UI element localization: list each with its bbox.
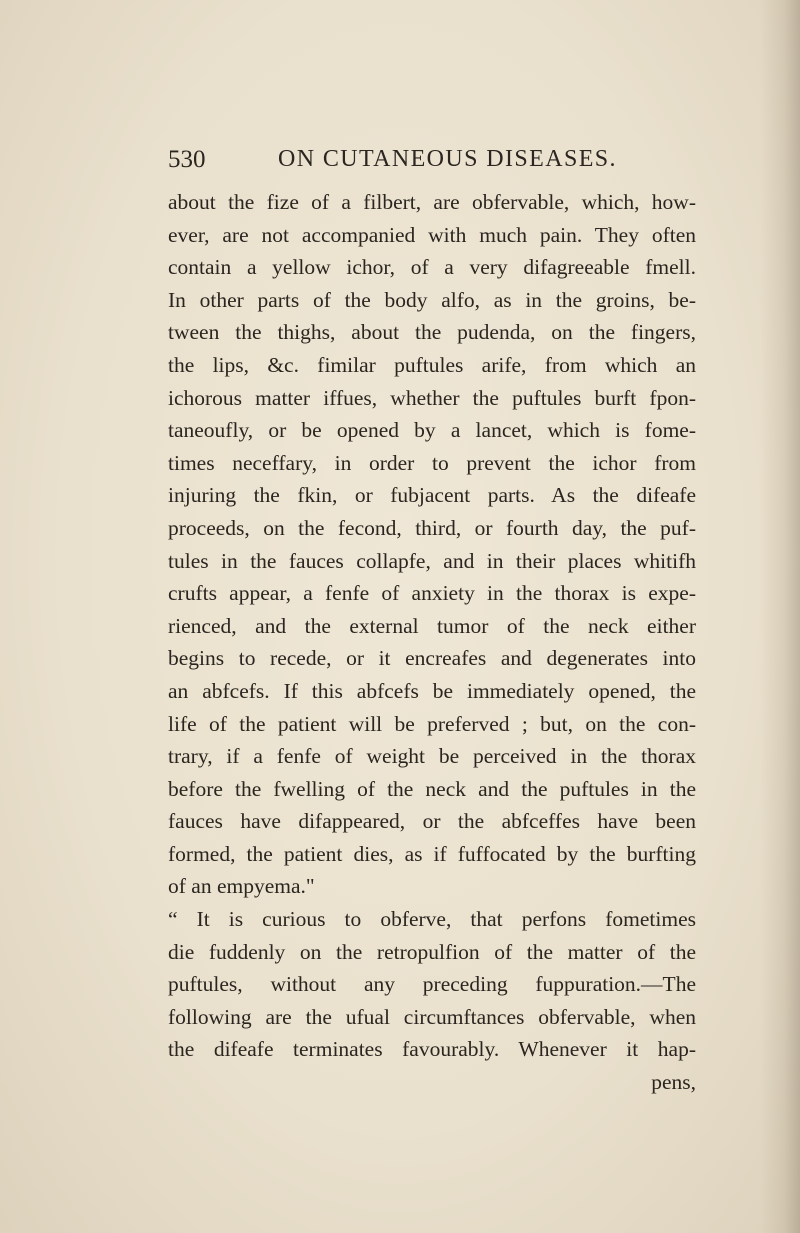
text-line: begins to recede, or it encreafes and degenerates into — [168, 646, 696, 671]
text-line: formed, the patient dies, as if fuffocated by the burfting — [168, 841, 696, 866]
body-text — [168, 186, 696, 1099]
text-line: In other parts of the body alfo, as in the groins, be- — [168, 287, 696, 312]
text-line: crufts appear, a fenfe of anxiety in the thorax is expe- — [168, 581, 696, 606]
page-header — [168, 142, 688, 182]
text-line: life of the patient will be preferved ; but, on the con- — [168, 711, 696, 736]
text-line: following are the ufual circumftances obfervable, when — [168, 1004, 696, 1029]
text-line: times neceffary, in order to prevent the ichor from — [168, 450, 696, 475]
text-line: taneoufly, or be opened by a lancet, which is fome- — [168, 418, 696, 443]
text-line: about the fize of a filbert, are obfervable, which, how- — [168, 190, 696, 214]
text-line: trary, if a fenfe of weight be perceived in the thorax — [168, 744, 696, 769]
text-line: contain a yellow ichor, of a very difagreeable fmell. — [168, 255, 696, 280]
text-line: tules in the fauces collapfe, and in their places whitifh — [168, 548, 696, 573]
text-line: die fuddenly on the retropulfion of the matter of the — [168, 939, 696, 964]
text-line: the lips, &c. fimilar puftules arife, from which an — [168, 352, 696, 377]
text-line: the difeafe terminates favourably. Whenever it hap- — [168, 1037, 696, 1062]
running-head: ON CUTANEOUS DISEASES. — [278, 146, 617, 172]
text-line: puftules, without any preceding fuppuration.—The — [168, 972, 696, 997]
text-line: ever, are not accompanied with much pain. They often — [168, 222, 696, 247]
page-gutter-shadow — [760, 0, 800, 1233]
text-line: of an empyema." — [168, 874, 315, 899]
catchword: pens, — [651, 1070, 696, 1095]
text-line: rienced, and the external tumor of the neck either — [168, 613, 696, 638]
text-line: an abfcefs. If this abfcefs be immediately opened, the — [168, 678, 696, 703]
text-line: tween the thighs, about the pudenda, on the fingers, — [168, 320, 696, 345]
text-line: “ It is curious to obferve, that perfons fometimes — [168, 907, 696, 932]
text-line: proceeds, on the fecond, third, or fourth day, the puf- — [168, 515, 696, 540]
text-line: fauces have difappeared, or the abfceffes have been — [168, 809, 696, 834]
text-line: injuring the fkin, or fubjacent parts. As the difeafe — [168, 483, 696, 508]
page-number: 530 — [168, 146, 206, 173]
text-line: ichorous matter iffues, whether the puftules burft fpon- — [168, 385, 696, 410]
text-line: before the fwelling of the neck and the puftules in the — [168, 776, 696, 801]
